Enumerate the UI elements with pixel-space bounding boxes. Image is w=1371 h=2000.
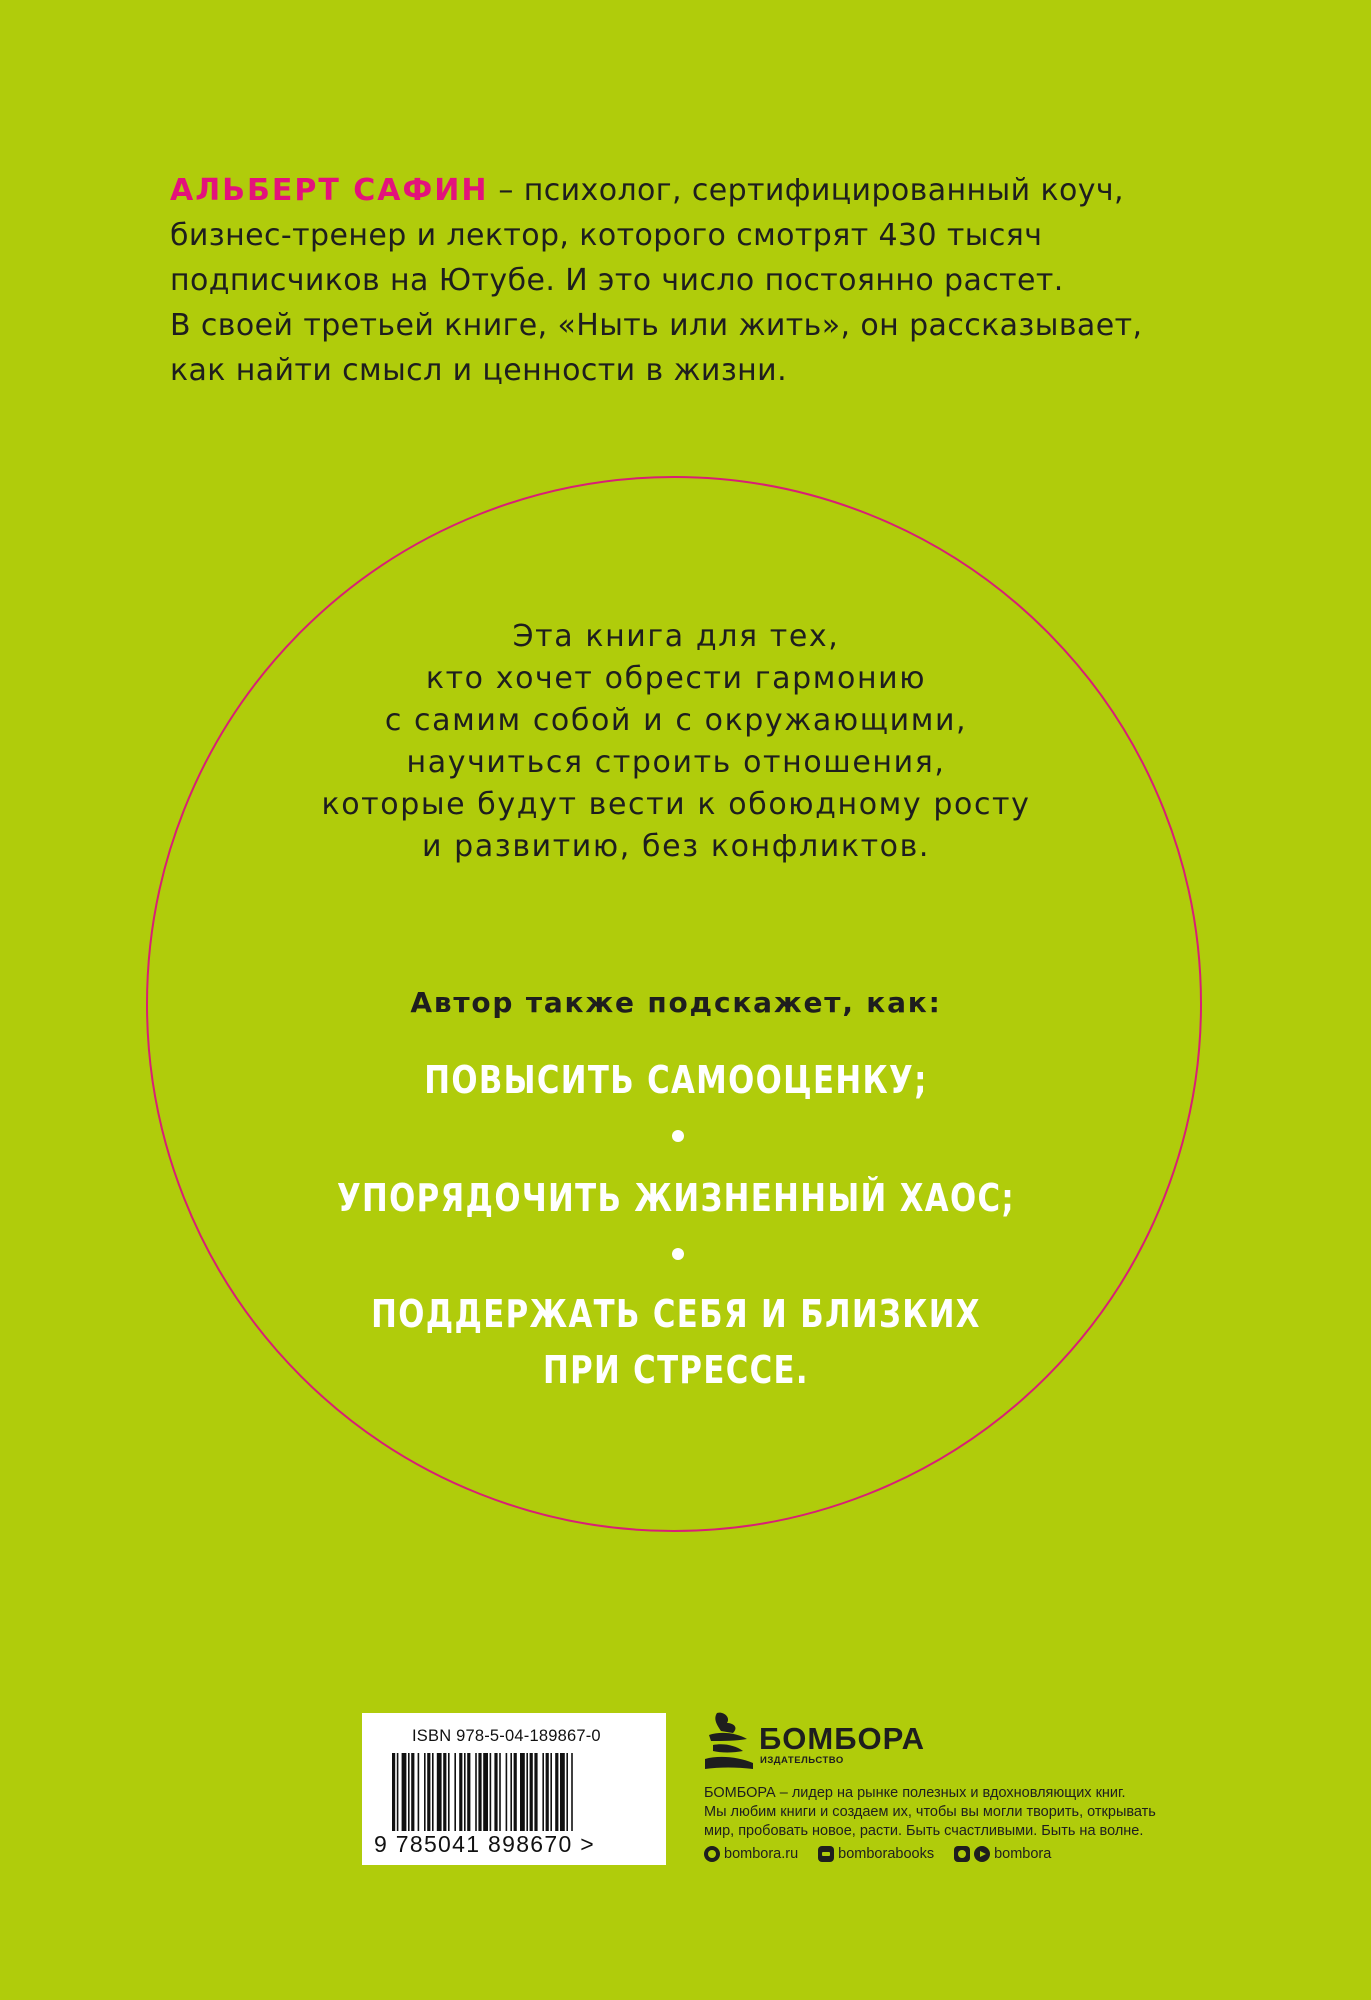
intro-line: которые будут вести к обоюдному росту xyxy=(321,787,1031,822)
bullet-dot xyxy=(672,1130,684,1142)
bio-line-3: подписчиков на Ютубе. И это число постоянно растет. xyxy=(170,263,1064,298)
lead-heading: Автор также подскажет, как: xyxy=(410,986,942,1019)
barcode-bar xyxy=(408,1753,410,1831)
web-icon xyxy=(704,1846,720,1862)
barcode-bar xyxy=(514,1753,517,1831)
barcode-bar xyxy=(448,1753,450,1831)
publisher-logo xyxy=(703,1711,1003,1791)
barcode-bar xyxy=(499,1753,501,1831)
barcode-bar xyxy=(560,1753,565,1831)
barcode-panel xyxy=(362,1713,666,1865)
barcode-bar xyxy=(432,1753,434,1831)
barcode-bar xyxy=(506,1753,508,1831)
barcode-bar xyxy=(402,1753,407,1831)
barcode-bar xyxy=(459,1753,462,1831)
barcode-bar xyxy=(464,1753,466,1831)
social-link-web[interactable]: bombora.ru xyxy=(704,1846,798,1862)
barcode-bar xyxy=(454,1753,456,1831)
telegram-icon xyxy=(974,1846,990,1862)
vk-icon xyxy=(818,1846,834,1862)
barcode-bar xyxy=(418,1753,420,1831)
barcode-bar xyxy=(571,1753,573,1831)
bombora-logo-icon xyxy=(703,1711,755,1777)
barcode-bar xyxy=(397,1753,399,1831)
barcode-digits: 9 785041 898670 > xyxy=(374,1831,595,1857)
barcode-bar xyxy=(526,1753,528,1831)
video-icon xyxy=(954,1846,970,1862)
intro-line: Эта книга для тех, xyxy=(512,619,840,654)
barcode-bar xyxy=(427,1753,430,1831)
publisher-name: БОМБОРА xyxy=(759,1721,925,1756)
bio-line-4: В своей третьей книге, «Ныть или жить», он рассказывает, xyxy=(170,308,1143,343)
author-bio xyxy=(170,168,1190,393)
publisher-subtitle: ИЗДАТЕЛЬСТВО xyxy=(760,1755,844,1766)
barcode-bar xyxy=(530,1753,533,1831)
bio-line-1: АЛЬБЕРТ САФИН – психолог, сертифицированный коуч, xyxy=(170,173,1124,208)
bullet-dot xyxy=(672,1248,684,1260)
social-links xyxy=(704,1846,1071,1862)
barcode-bar xyxy=(490,1753,492,1831)
barcode-bar xyxy=(443,1753,446,1831)
benefit-1: ПОВЫСИТЬ САМООЦЕНКУ; xyxy=(424,1058,928,1102)
intro-line: с самим собой и с окружающими, xyxy=(384,703,968,738)
isbn-label: ISBN 978-5-04-189867-0 xyxy=(412,1727,601,1745)
social-link-video-telegram[interactable]: bombora xyxy=(954,1846,1051,1862)
barcode-bar xyxy=(392,1753,395,1831)
barcode-bar xyxy=(546,1753,549,1831)
barcode-bar xyxy=(467,1753,470,1831)
benefit-2: УПОРЯДОЧИТЬ ЖИЗНЕННЫЙ ХАОС; xyxy=(336,1176,1016,1220)
social-link-vk[interactable]: bomborabooks xyxy=(818,1846,934,1862)
barcode-bar xyxy=(555,1753,558,1831)
publisher-description: БОМБОРА – лидер на рынке полезных и вдохновляющих книг. Мы любим книги и создаем их, чтобы вы могли творить, открывать мир, пробовать новое, расти. Быть счастливыми. Быть на волне. xyxy=(704,1785,1156,1839)
barcode-bar xyxy=(475,1753,477,1831)
author-name: АЛЬБЕРТ САФИН xyxy=(170,173,489,208)
barcode-bar xyxy=(483,1753,488,1831)
barcode-bar xyxy=(494,1753,497,1831)
barcode-bar xyxy=(566,1753,568,1831)
barcode-bar xyxy=(534,1753,537,1831)
intro-line: научиться строить отношения, xyxy=(406,745,946,780)
barcode-bar xyxy=(437,1753,442,1831)
benefit-3: ПОДДЕРЖАТЬ СЕБЯ И БЛИЗКИХ ПРИ СТРЕССЕ. xyxy=(371,1292,981,1392)
barcode-bar xyxy=(424,1753,426,1831)
barcode-bar xyxy=(550,1753,552,1831)
intro-text xyxy=(246,616,1106,868)
barcode-image xyxy=(392,1753,636,1831)
barcode-bar xyxy=(510,1753,512,1831)
bio-line-2: бизнес-тренер и лектор, которого смотрят 430 тысяч xyxy=(170,218,1043,253)
barcode-bar xyxy=(520,1753,525,1831)
barcode-bar xyxy=(542,1753,544,1831)
intro-line: кто хочет обрести гармонию xyxy=(425,661,927,696)
intro-line: и развитию, без конфликтов. xyxy=(421,829,931,864)
barcode-bar xyxy=(411,1753,414,1831)
barcode-bar xyxy=(478,1753,481,1831)
bio-line-5: как найти смысл и ценности в жизни. xyxy=(170,353,788,388)
